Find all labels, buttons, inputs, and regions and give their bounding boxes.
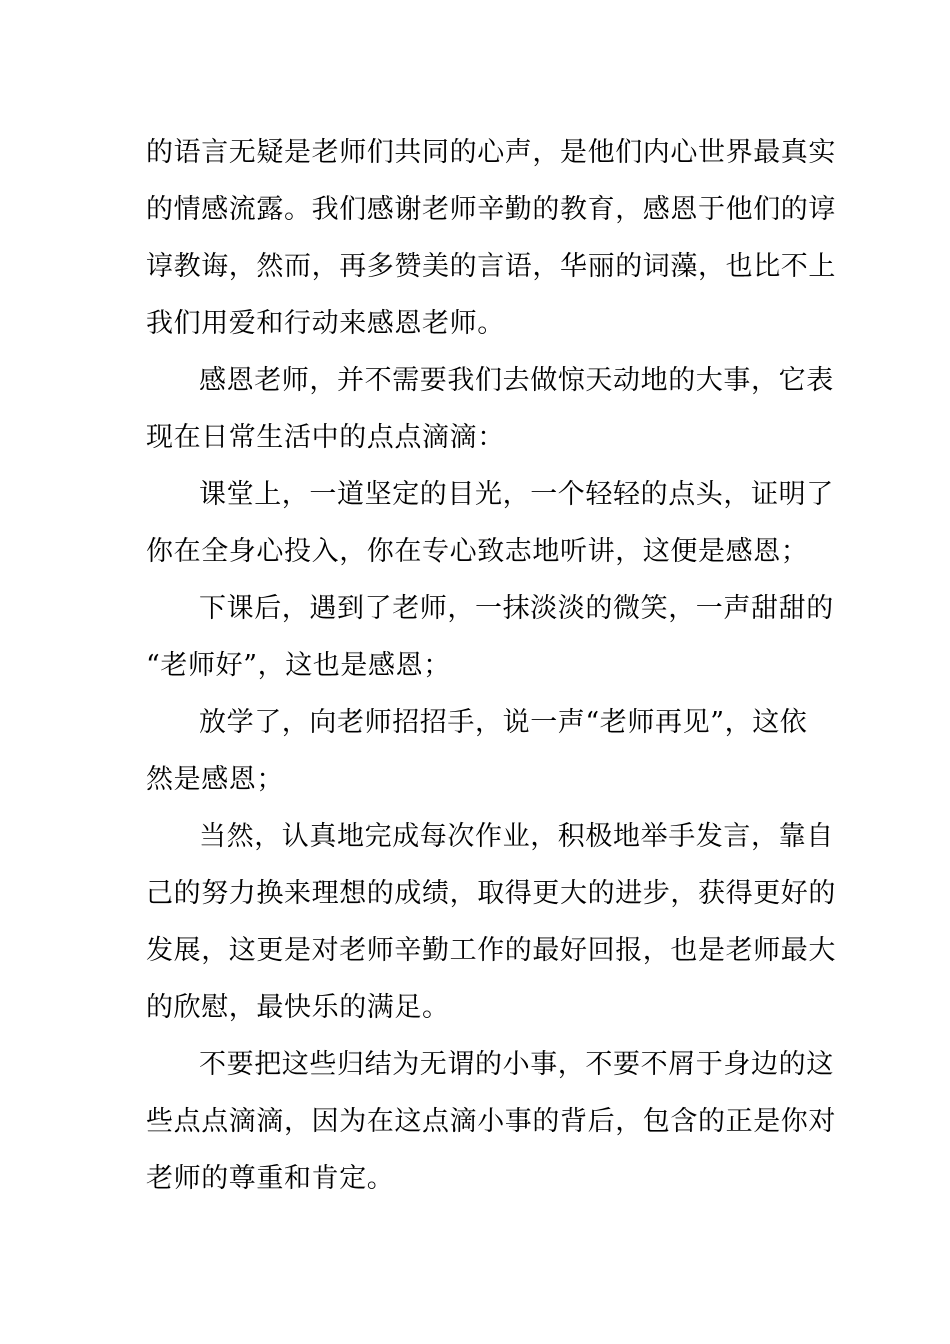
text-line: 我们用爱和行动来感恩老师。 [146,308,505,339]
paragraph-first-line: 课堂上，一道坚定的目光，一个轻轻的点头，证明了 [199,479,834,510]
text-line: 然是感恩； [146,764,284,795]
text-line: 老师的尊重和肯定。 [146,1163,395,1194]
text-line: 发展，这更是对老师辛勤工作的最好回报，也是老师最大 [146,935,836,966]
text-line: 的情感流露。我们感谢老师辛勤的教育，感恩于他们的谆 [146,194,836,225]
text-line: 己的努力换来理想的成绩，取得更大的进步，获得更好的 [146,878,836,909]
paragraph-first-line: 当然，认真地完成每次作业，积极地举手发言，靠自 [199,821,834,852]
text-line: 你在全身心投入，你在专心致志地听讲，这便是感恩； [146,536,809,567]
text-line: 谆教诲，然而，再多赞美的言语，华丽的词藻，也比不上 [146,251,836,282]
paragraph-first-line: 放学了，向老师招招手，说一声“老师再见”，这依 [199,707,808,738]
text-line: 些点点滴滴，因为在这点滴小事的背后，包含的正是你对 [146,1106,836,1137]
text-line: 的语言无疑是老师们共同的心声，是他们内心世界最真实 [146,137,836,168]
text-line: 现在日常生活中的点点滴滴： [146,422,505,453]
text-line: “老师好”，这也是感恩； [146,650,451,681]
text-line: 的欣慰，最快乐的满足。 [146,992,450,1023]
paragraph-first-line: 不要把这些归结为无谓的小事，不要不屑于身边的这 [199,1049,834,1080]
paragraph-first-line: 感恩老师，并不需要我们去做惊天动地的大事，它表 [199,365,834,396]
paragraph-first-line: 下课后，遇到了老师，一抹淡淡的微笑，一声甜甜的 [199,593,834,624]
